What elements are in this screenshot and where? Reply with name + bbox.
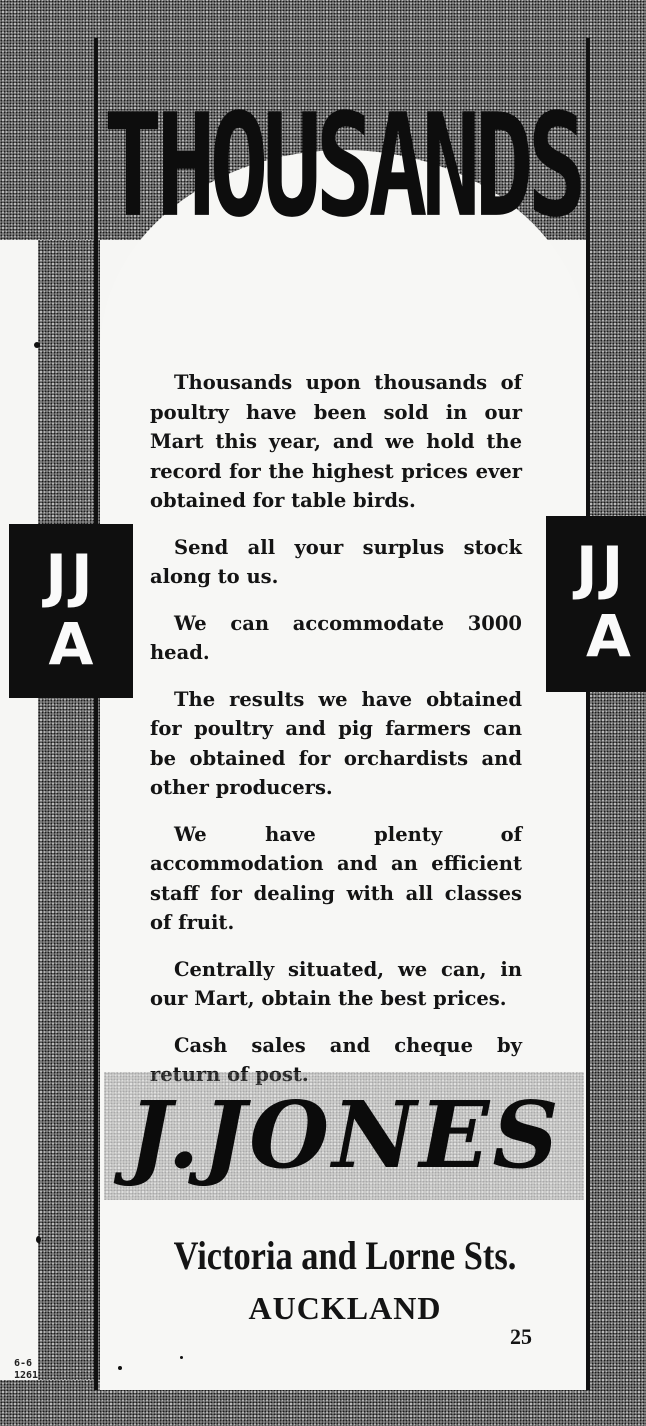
margin-code <box>14 1358 44 1382</box>
monogram-line-2: A <box>586 602 631 670</box>
page-number: 25 <box>510 1324 532 1349</box>
monogram-badge-left <box>9 524 133 698</box>
ink-speck <box>36 1236 41 1243</box>
brand-name: J.JONES <box>128 1081 562 1189</box>
monogram-badge-right <box>546 516 646 692</box>
ink-speck <box>180 1356 183 1359</box>
frame-right-pillar <box>588 240 646 1390</box>
monogram-line-1: JJ <box>576 534 628 602</box>
monogram-line-1: JJ <box>45 542 97 610</box>
headline: THOUSANDS <box>103 84 581 250</box>
paragraph: Thousands upon thousands of poultry have been sold in our Mart this year, and we hold the record for the highest prices ever obtained for table birds. <box>150 371 522 512</box>
ink-speck <box>118 1366 122 1370</box>
address-street: Victoria and Lorne Sts. <box>173 1233 517 1278</box>
paragraph: The results we have obtained for poultry and pig farmers can be obtained for orchardists and other producers. <box>150 687 522 799</box>
paragraph: Send all your surplus stock along to us. <box>150 535 522 588</box>
paragraph: Centrally situated, we can, in our Mart, obtain the best prices. <box>150 957 522 1010</box>
address-city: AUCKLAND <box>248 1290 442 1326</box>
margin-code-line: 1261 <box>14 1370 39 1381</box>
frame-left-pillar <box>38 240 100 1390</box>
paragraph: Cash sales and cheque by return of post. <box>150 1033 522 1086</box>
monogram-line-2: A <box>48 610 94 678</box>
advert-body <box>150 368 522 1107</box>
paragraph: We can accommodate 3000 head. <box>150 611 522 664</box>
margin-code-line: 6-6 <box>14 1358 33 1369</box>
ink-speck <box>34 342 40 348</box>
paragraph: We have plenty of accommodation and an efficient staff for dealing with all classes of fruit. <box>150 822 522 934</box>
